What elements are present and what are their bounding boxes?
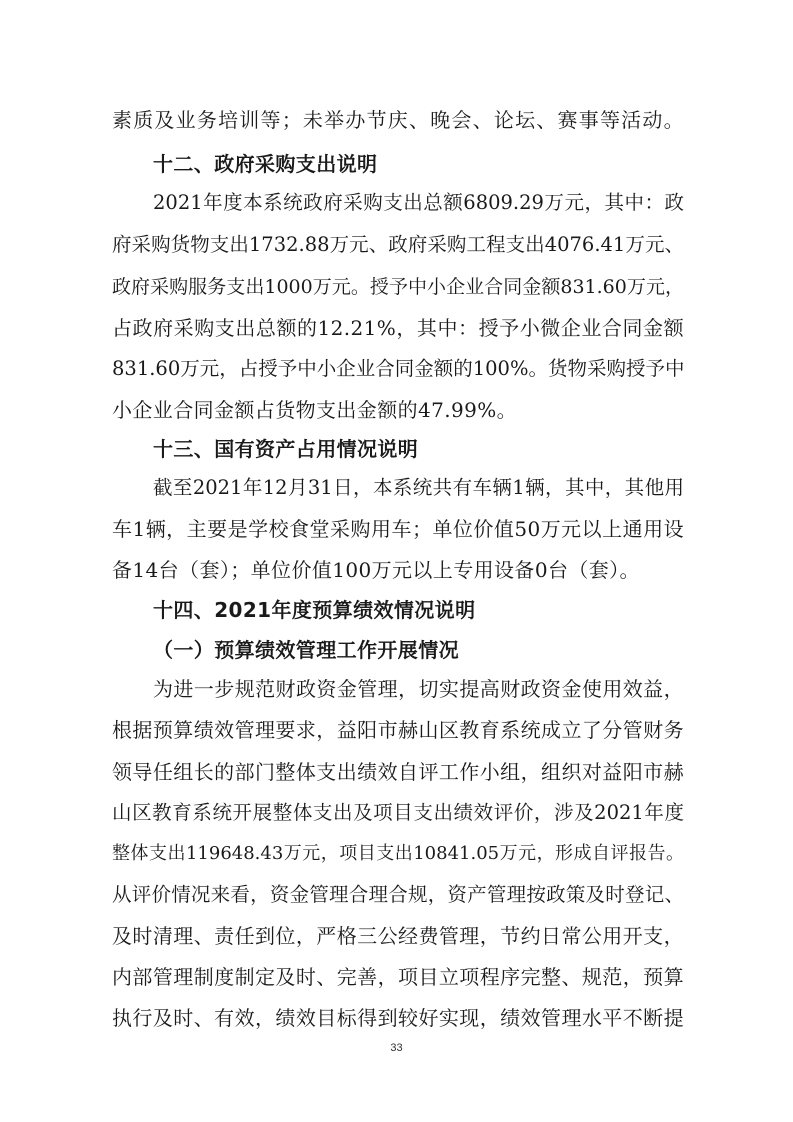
page-number: 33 xyxy=(390,1042,403,1054)
paragraph-line: 素质及业务培训等；未举办节庆、晚会、论坛、赛事等活动。 xyxy=(112,108,684,132)
paragraph-line: 山区教育系统开展整体支出及项目支出绩效评价，涉及2021年度 xyxy=(112,801,684,824)
section-heading-13: 十三、国有资产占用情况说明 xyxy=(153,437,419,461)
paragraph-line: 内部管理制度制定及时、完善，项目立项程序完整、规范，预算 xyxy=(112,965,684,989)
paragraph-line: 为进一步规范财政资金管理，切实提高财政资金使用效益， xyxy=(153,677,684,701)
paragraph-line: 车1辆，主要是学校食堂采购用车；单位价值50万元以上通用设 xyxy=(112,517,684,541)
paragraph-line: 执行及时、有效，绩效目标得到较好实现，绩效管理水平不断提 xyxy=(112,1006,684,1030)
paragraph-line: 2021年度本系统政府采购支出总额6809.29万元，其中：政 xyxy=(153,191,684,214)
paragraph-line: 根据预算绩效管理要求，益阳市赫山区教育系统成立了分管财务 xyxy=(112,718,684,742)
paragraph-line: 领导任组长的部门整体支出绩效自评工作小组，组织对益阳市赫 xyxy=(112,760,684,784)
paragraph-line: 831.60万元，占授予中小企业合同金额的100%。货物采购授予中 xyxy=(112,357,685,380)
subsection-heading-1: （一）预算绩效管理工作开展情况 xyxy=(153,638,459,662)
paragraph-line: 府采购货物支出1732.88万元、政府采购工程支出4076.41万元、 xyxy=(112,233,684,256)
paragraph-line: 小企业合同金额占货物支出金额的47.99%。 xyxy=(112,398,518,422)
paragraph-line: 占政府采购支出总额的12.21%，其中：授予小微企业合同金额 xyxy=(112,316,684,340)
paragraph-line: 从评价情况来看，资金管理合理合规，资产管理按政策及时登记、 xyxy=(112,883,684,906)
paragraph-line: 及时清理、责任到位，严格三公经费管理，节约日常公用开支， xyxy=(112,924,684,948)
paragraph-line: 截至2021年12月31日，本系统共有车辆1辆，其中，其他用 xyxy=(153,476,684,499)
paragraph-line: 备14台（套）；单位价值100万元以上专用设备0台（套）。 xyxy=(112,558,640,582)
paragraph-line: 整体支出119648.43万元，项目支出10841.05万元，形成自评报告。 xyxy=(112,843,684,864)
paragraph-line: 政府采购服务支出1000万元。授予中小企业合同金额831.60万元， xyxy=(112,276,684,298)
section-heading-12: 十二、政府采购支出说明 xyxy=(153,152,378,176)
section-heading-14: 十四、2021年度预算绩效情况说明 xyxy=(153,598,476,622)
